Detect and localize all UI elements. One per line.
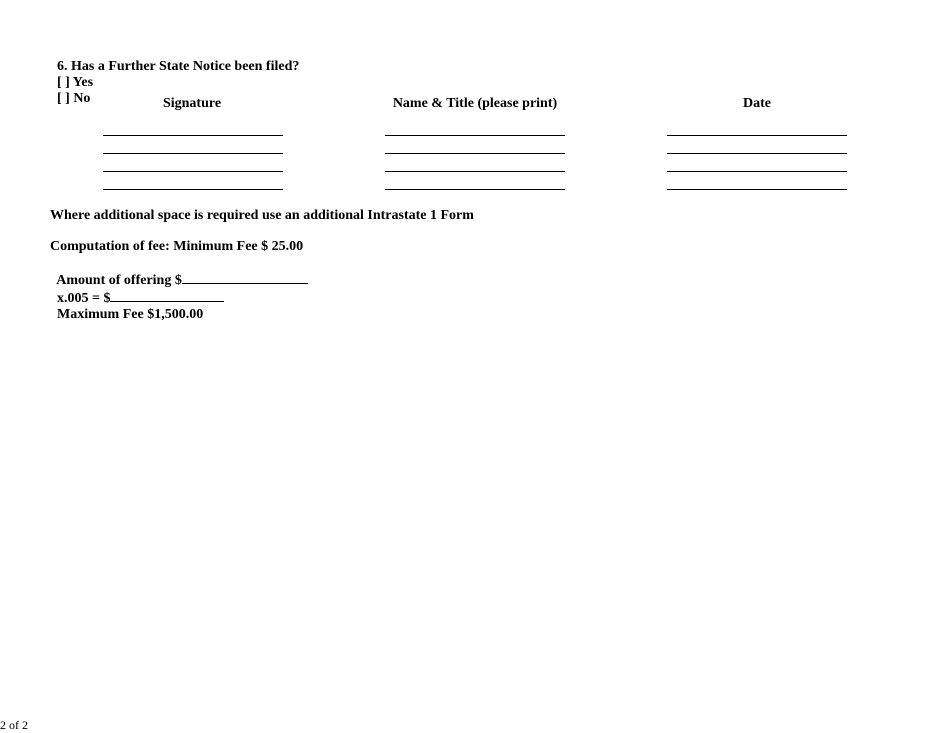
question-6-label: 6. Has a Further State Notice been filed? (57, 59, 300, 74)
signature-line[interactable] (103, 154, 283, 172)
name-title-line[interactable] (385, 172, 565, 190)
no-checkbox[interactable]: [ ] No (57, 91, 91, 106)
name-title-line[interactable] (385, 136, 565, 154)
signature-column-header: Signature (162, 96, 222, 111)
additional-space-note: Where additional space is required use an additional Intrastate 1 Form (50, 208, 474, 223)
date-lines (667, 118, 847, 190)
maximum-fee-label: Maximum Fee $1,500.00 (57, 307, 204, 322)
multiplier-label: x.005 = $ (57, 291, 111, 306)
name-title-lines (385, 118, 565, 190)
signature-lines (103, 118, 283, 190)
signature-line[interactable] (103, 172, 283, 190)
signature-line[interactable] (103, 118, 283, 136)
amount-of-offering-field[interactable] (182, 271, 308, 284)
signature-line[interactable] (103, 136, 283, 154)
date-line[interactable] (667, 172, 847, 190)
date-line[interactable] (667, 118, 847, 136)
fee-result-field[interactable] (110, 289, 224, 302)
name-title-line[interactable] (385, 118, 565, 136)
name-title-column-header: Name & Title (please print) (392, 96, 558, 111)
name-title-line[interactable] (385, 154, 565, 172)
date-line[interactable] (667, 136, 847, 154)
fee-amount-row (50, 255, 308, 323)
page-number: 2 of 2 (0, 718, 28, 732)
fee-computation: Computation of fee: Minimum Fee $ 25.00 (50, 239, 304, 254)
date-line[interactable] (667, 154, 847, 172)
yes-checkbox[interactable]: [ ] Yes (57, 75, 94, 90)
date-column-header: Date (743, 96, 771, 111)
amount-of-offering-label: Amount of offering $ (56, 273, 182, 288)
